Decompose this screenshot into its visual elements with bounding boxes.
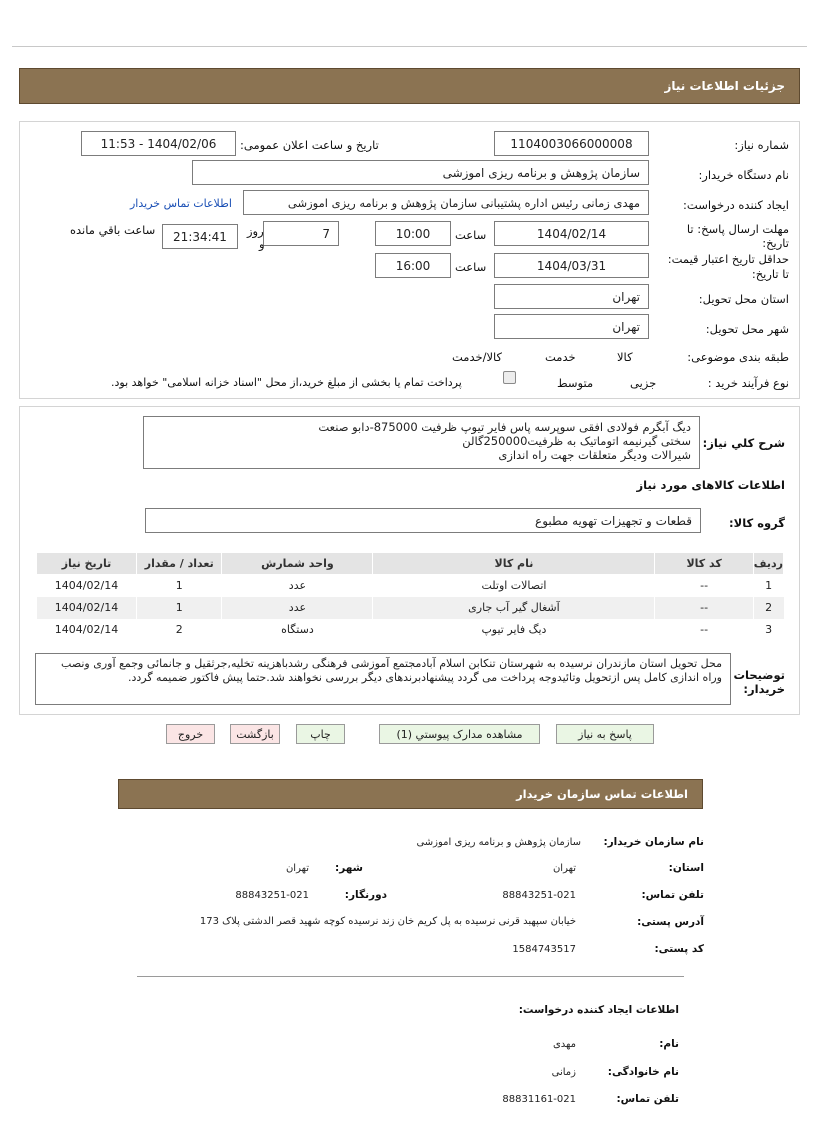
cell-code: -- [655,619,753,641]
top-divider [12,46,807,47]
contact-org-label: نام سازمان خریدار: [603,836,704,848]
treasury-payment-checkbox[interactable] [503,371,516,384]
requester-family-label: نام خانوادگی: [607,1066,679,1078]
buyer-notes-box: محل تحویل استان مازندران نرسیده به شهرستان تنکابن اسلام آبادمجتمع آموزشی فرهنگی رشدباهزینه تخلیه,جرثقیل و جانمائی وجمع آوری ونصب وراه اندازی کامل پس ازتحویل وتائیدوجه پرداخت می گردد پیشنهادبرندهای دیگر بررسی نخواهند شد.حتما پیش فاکتور ضمیمه گردد. [35,653,731,705]
col-unit-header: واحد شمارش [222,553,373,575]
deadline-time-field: 10:00 [375,221,451,246]
table-row [37,619,784,641]
buyer-label: نام دستگاه خریدار: [698,168,789,182]
summary-line-2: سختی گیرنیمه اتوماتیک به ظرفیت250000گالن [462,434,691,448]
announce-field: 1404/02/06 - 11:53 [81,131,236,156]
validity-time-field: 16:00 [375,253,451,278]
category-goods-label: کالا [617,350,633,364]
province-field: تهران [494,284,649,309]
buyer-field: سازمان پژوهش و برنامه ریزی اموزشی [192,160,649,185]
validity-label-2: تا تاریخ: [751,267,789,281]
requester-family-value: زمانی [551,1067,576,1078]
buyer-notes-label-2: خریدار: [743,682,785,696]
contact-city-label: شهر: [335,862,363,874]
items-table [36,552,784,641]
contact-postal-label: کد پستی: [654,943,704,955]
contact-province-value: تهران [552,863,576,874]
cell-name: آشغال گیر آب جاری [373,597,655,619]
process-minor-label: جزیی [630,376,657,390]
reply-button[interactable]: پاسخ به نیاز [556,724,654,744]
page-header: جزئیات اطلاعات نیاز [19,68,800,104]
creator-label: ایجاد کننده درخواست: [683,198,789,212]
announce-label: تاریخ و ساعت اعلان عمومی: [240,138,379,152]
days-label: روز [247,224,264,238]
attachments-button[interactable]: مشاهده مدارک پیوستي (1) [379,724,540,744]
contact-header: اطلاعات تماس سازمان خریدار [118,779,703,809]
need-number-field: 1104003066000008 [494,131,649,156]
contact-province-label: استان: [668,862,704,874]
print-button[interactable]: چاپ [296,724,345,744]
process-label: نوع فرآیند خرید : [707,376,789,390]
contact-address-label: آدرس پستی: [637,916,704,928]
col-qty-header: تعداد / مقدار [137,553,222,575]
cell-qty: 2 [137,619,222,641]
buyer-notes-label-1: توضیحات [733,668,785,682]
contact-city-value: تهران [285,863,309,874]
cell-code: -- [655,575,753,597]
table-header-row [37,553,784,575]
deadline-date-field: 1404/02/14 [494,221,649,246]
contact-fax-label: دورنگار: [344,889,387,901]
remaining-label: ساعت باقي مانده [70,223,156,237]
contact-fax-value: 88843251-021 [235,890,309,901]
summary-line-1: دیگ آبگرم فولادی افقی سوپرسه پاس فایر تیوپ ظرفیت 875000-دابو صنعت [318,420,691,434]
days-and-label: و [259,237,265,251]
contact-postal-value: 1584743517 [512,944,576,955]
deadline-label-2: تاریخ: [762,236,789,250]
remaining-time-field: 21:34:41 [162,224,238,249]
validity-time-label: ساعت [455,260,487,274]
cell-row: 1 [753,575,783,597]
cell-unit: عدد [222,575,373,597]
requester-title: اطلاعات ایجاد کننده درخواست: [518,1004,679,1016]
deadline-label-1: مهلت ارسال پاسخ: تا [686,222,789,236]
goods-group-field: قطعات و تجهیزات تهویه مطبوع [145,508,701,533]
col-date-header: تاریخ نیاز [37,553,137,575]
contact-address-value: خیابان سپهبد قرنی نرسیده به پل کریم خان زند نرسیده کوچه شهید قصر الدشتی پلاک 173 [199,916,576,927]
cell-qty: 1 [137,597,222,619]
summary-line-3: شیرالات ودیگر متعلقات جهت راه اندازی [498,448,691,462]
days-field: 7 [263,221,339,246]
process-medium-label: متوسط [557,376,594,390]
category-label: طبقه بندی موضوعی: [687,350,789,364]
table-row [37,597,784,619]
cell-name: اتصالات اوتلت [373,575,655,597]
requester-name-value: مهدی [552,1039,576,1050]
cell-date: 1404/02/14 [37,575,137,597]
goods-info-title: اطلاعات کالاهای مورد نیاز [636,478,785,492]
cell-name: دیگ فایر تیوپ [373,619,655,641]
col-name-header: نام کالا [373,553,655,575]
requester-name-label: نام: [659,1038,679,1050]
contact-phone-label: تلفن تماس: [641,889,704,901]
requester-phone-value: 88831161-021 [502,1094,576,1105]
goods-group-label: گروه کالا: [729,516,785,530]
col-code-header: کد کالا [655,553,753,575]
summary-box [143,416,700,469]
table-row [37,575,784,597]
cell-code: -- [655,597,753,619]
cell-qty: 1 [137,575,222,597]
summary-label: شرح کلي نياز: [702,436,785,450]
contact-org-value: سازمان پژوهش و برنامه ریزی اموزشی [416,837,581,848]
contact-divider [137,976,684,977]
cell-row: 2 [753,597,783,619]
back-button[interactable]: بازگشت [230,724,280,744]
category-both-label: کالا/خدمت [452,350,503,364]
requester-phone-label: تلفن تماس: [616,1093,679,1105]
category-service-label: خدمت [545,350,576,364]
cell-unit: دستگاه [222,619,373,641]
exit-button[interactable]: خروج [166,724,215,744]
col-row-header: ردیف [753,553,783,575]
province-label: استان محل تحویل: [698,292,789,306]
need-number-label: شماره نیاز: [734,138,789,152]
contact-phone-value: 88843251-021 [502,890,576,901]
validity-date-field: 1404/03/31 [494,253,649,278]
treasury-payment-note: پرداخت تمام یا بخشی از مبلغ خرید،از محل "اسناد خزانه اسلامی" خواهد بود. [111,376,462,389]
cell-row: 3 [753,619,783,641]
deadline-time-label: ساعت [455,228,487,242]
creator-field: مهدی زمانی رئیس اداره پشتیبانی سازمان پژوهش و برنامه ریزی اموزشی [243,190,649,215]
items-table-wrap [36,552,784,641]
city-field: تهران [494,314,649,339]
cell-date: 1404/02/14 [37,597,137,619]
city-label: شهر محل تحویل: [705,322,789,336]
cell-unit: عدد [222,597,373,619]
validity-label-1: حداقل تاریخ اعتبار قیمت: [667,252,789,266]
buyer-contact-link[interactable]: اطلاعات تماس خریدار [130,197,232,210]
cell-date: 1404/02/14 [37,619,137,641]
